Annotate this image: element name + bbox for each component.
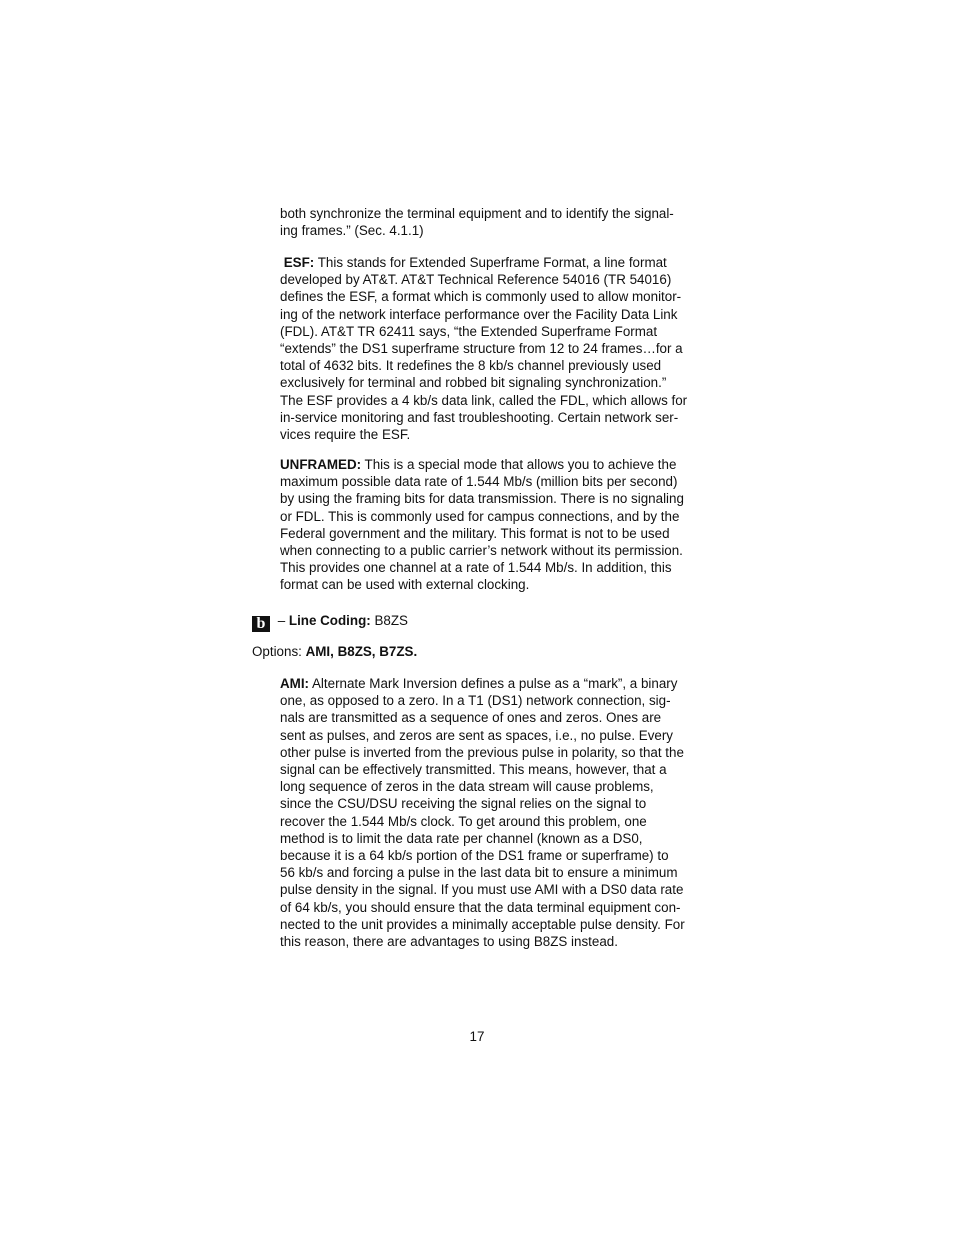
ami-line: nected to the unit provides a minimally acceptable pulse density. For (280, 916, 685, 932)
intro-line-2: ing frames.” (Sec. 4.1.1) (280, 223, 424, 239)
esf-line: ing of the network interface performance over the Facility Data Link (280, 306, 678, 322)
ami-line: of 64 kb/s, you should ensure that the data terminal equipment con- (280, 899, 681, 915)
options-label: Options: (252, 644, 306, 659)
esf-line: The ESF provides a 4 kb/s data link, called the FDL, which allows for (280, 392, 688, 408)
line-coding-value: B8ZS (370, 613, 408, 628)
ami-line: other pulse is inverted from the previous pulse in polarity, so that the (280, 744, 684, 760)
ami-line: 56 kb/s and forcing a pulse in the last data bit to ensure a minimum (280, 865, 678, 881)
ami-term: AMI: (280, 676, 310, 691)
ami-line: method is to limit the data rate per channel (known as a DS0, (280, 830, 643, 846)
unframed-first-line-text: This is a special mode that allows you to achieve the (361, 457, 677, 472)
ami-line: recover the 1.544 Mb/s clock. To get around this problem, one (280, 813, 647, 829)
ami-line: long sequence of zeros in the data stream will cause problems, (280, 779, 654, 795)
options-line (252, 643, 417, 660)
unframed-line: Federal government and the military. This format is not to be used (280, 525, 670, 541)
ami-line: since the CSU/DSU receiving the signal relies on the signal to (280, 796, 647, 812)
esf-line: (FDL). AT&T TR 62411 says, “the Extended Superframe Format (280, 323, 658, 339)
unframed-line: format can be used with external clocking. (280, 577, 530, 593)
ami-line: because it is a 64 kb/s portion of the DS1 frame or superframe) to (280, 848, 669, 864)
esf-line: in-service monitoring and fast troubleshooting. Certain network ser- (280, 409, 679, 425)
ami-line: pulse density in the signal. If you must use AMI with a DS0 data rate (280, 882, 684, 898)
esf-first-line (280, 254, 704, 271)
unframed-paragraph (280, 456, 704, 594)
b-badge-icon: b (252, 616, 270, 632)
ami-line: signal can be effectively transmitted. This means, however, that a (280, 762, 667, 778)
unframed-line: maximum possible data rate of 1.544 Mb/s (million bits per second) (280, 474, 678, 490)
ami-line: one, as opposed to a zero. In a T1 (DS1) network connection, sig- (280, 693, 671, 709)
esf-line: exclusively for terminal and robbed bit signaling synchronization.” (280, 375, 667, 391)
unframed-line: by using the framing bits for data transmission. There is no signaling (280, 491, 684, 507)
ami-line: nals are transmitted as a sequence of ones and zeros. Ones are (280, 710, 662, 726)
unframed-line: This provides one channel at a rate of 1.544 Mb/s. In addition, this (280, 560, 672, 576)
unframed-line: or FDL. This is commonly used for campus connections, and by the (280, 508, 680, 524)
line-coding-label: Line Coding: (288, 613, 371, 628)
unframed-line: when connecting to a public carrier’s network without its permission. (280, 543, 683, 559)
intro-line-1: both synchronize the terminal equipment and to identify the signal- (280, 206, 674, 221)
esf-term: ESF: (283, 255, 315, 270)
line-coding-dash: – (274, 613, 289, 628)
ami-line: this reason, there are advantages to using B8ZS instead. (280, 934, 618, 950)
esf-line: vices require the ESF. (280, 427, 411, 443)
esf-first-line-text: This stands for Extended Superframe Format, a line format (314, 255, 667, 270)
line-coding-heading (252, 612, 408, 632)
esf-paragraph (280, 254, 704, 443)
ami-paragraph (280, 675, 704, 950)
ami-line: sent as pulses, and zeros are sent as spaces, i.e., no pulse. Every (280, 727, 674, 743)
esf-line: defines the ESF, a format which is commonly used to allow monitor- (280, 289, 682, 305)
options-values: AMI, B8ZS, B7ZS. (305, 644, 418, 659)
unframed-first-line (280, 456, 704, 473)
page-number: 17 (469, 1029, 485, 1044)
esf-line: “extends” the DS1 superframe structure from 12 to 24 frames…for a (280, 341, 683, 357)
esf-line: developed by AT&T. AT&T Technical Reference 54016 (TR 54016) (280, 272, 672, 288)
intro-paragraph (280, 205, 704, 239)
unframed-term: UNFRAMED: (280, 457, 362, 472)
ami-first-line-text: Alternate Mark Inversion defines a pulse as a “mark”, a binary (309, 676, 678, 691)
ami-first-line (280, 675, 704, 692)
esf-line: total of 4632 bits. It redefines the 8 kb/s channel previously used (280, 358, 662, 374)
